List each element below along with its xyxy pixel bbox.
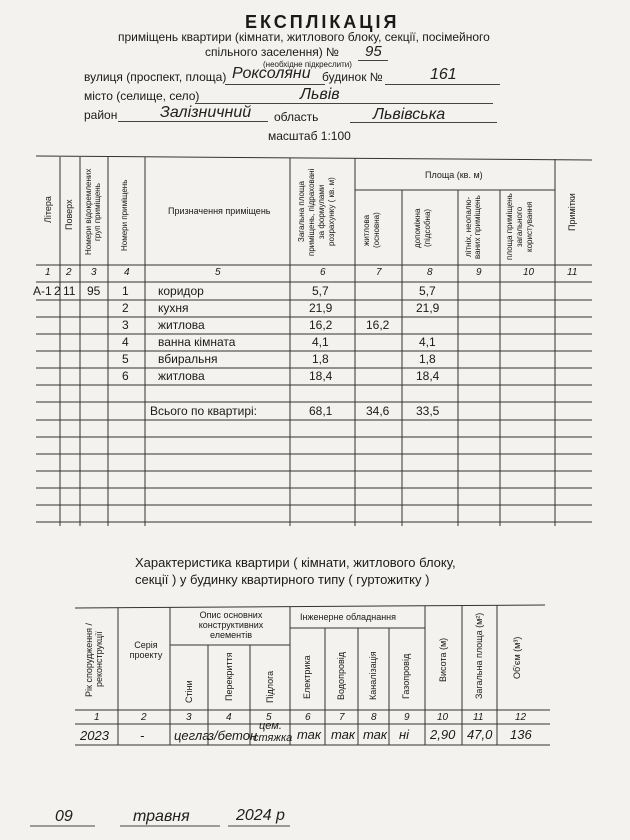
col-summer-header: літніх, неопалю-ваних приміщень [464, 195, 482, 259]
cell-room-no: 5 [122, 352, 129, 366]
col-number: 12 [515, 712, 527, 723]
col-number: 7 [339, 712, 345, 723]
cell-year: 2023 [80, 728, 109, 743]
date-year: 2024 р [236, 807, 285, 824]
col-series-header: Серія проекту [129, 640, 163, 660]
cell-gas: ні [399, 727, 410, 742]
characteristic-line-2: секції ) у будинку квартирного типу ( гуртожитку ) [135, 572, 430, 587]
cell-electric: так [297, 727, 322, 742]
col-sewer-header: Каналізація [368, 651, 378, 701]
col-purpose-header: Призначення приміщень [168, 206, 271, 216]
district-label: район [84, 108, 118, 122]
cell-total: 18,4 [309, 369, 333, 383]
col-floors-header: Підлога [265, 670, 275, 704]
date-month: травня [133, 808, 190, 825]
col-water-header: Водопровід [336, 652, 346, 700]
cell-total: 4,1 [312, 335, 329, 349]
col-aux-header: допоміжна (підсобна) [413, 208, 432, 248]
col-total-area-header: Загальна площа приміщень, підраховані за формулами розрахунку ( кв. м) [297, 168, 336, 256]
cell-water: так [331, 727, 356, 742]
col-litera-header: Літера [43, 196, 53, 224]
cell-purpose: ванна кімната [158, 335, 236, 349]
col-number: 1 [45, 267, 51, 278]
cell-room-no: 4 [122, 335, 129, 349]
cell-purpose: вбиральня [158, 352, 218, 366]
district-value: Залізничний [160, 104, 252, 121]
col-gas-header: Газопровід [401, 653, 411, 699]
cell-area: 47,0 [467, 727, 493, 742]
col-number: 5 [266, 712, 272, 723]
col-number: 9 [476, 267, 482, 278]
underline-note: (необхідне підкреслити) [263, 60, 352, 69]
cell-group: 95 [87, 284, 101, 298]
col-number: 7 [376, 267, 382, 278]
col-area-header: Загальна площа (м²) [474, 612, 484, 700]
cell-total: 21,9 [309, 301, 333, 315]
cell-volume: 136 [510, 727, 532, 742]
cell-total: 1,8 [312, 352, 329, 366]
document-title: ЕКСПЛІКАЦІЯ [245, 12, 400, 32]
col-engineering-header: Інженерне обладнання [300, 612, 397, 622]
col-room-no-header: Номери приміщень [120, 179, 129, 251]
col-volume-header: Об'єм (м³) [512, 636, 522, 680]
cell-floors-a: цем. [259, 720, 282, 732]
house-label: будинок № [322, 70, 383, 84]
cell-room-no: 1 [122, 284, 129, 298]
city-value: Львів [300, 86, 340, 103]
cell-purpose: житлова [158, 318, 205, 332]
col-number: 2 [141, 712, 147, 723]
cell-aux: 4,1 [419, 335, 436, 349]
col-notes-header: Примітки [567, 193, 577, 232]
col-number: 5 [215, 267, 221, 278]
col-number: 8 [371, 712, 377, 723]
col-number: 3 [186, 712, 192, 723]
col-number: 1 [94, 712, 100, 723]
cell-aux: 18,4 [416, 369, 440, 383]
cell-series: - [140, 728, 145, 743]
cell-room-no: 3 [122, 318, 129, 332]
house-value: 161 [430, 66, 457, 83]
cell-room-no: 2 [122, 301, 129, 315]
col-number: 11 [473, 712, 484, 723]
col-number: 10 [437, 712, 449, 723]
col-height-header: Висота (м) [438, 637, 448, 683]
col-ceiling-header: Перекриття [224, 652, 234, 702]
cell-ceiling: з/бетон [208, 728, 258, 743]
col-number: 6 [320, 267, 326, 278]
region-label: область [274, 110, 319, 124]
col-number: 2 [66, 267, 72, 278]
col-number: 4 [124, 267, 130, 278]
cell-floor: 11 [63, 284, 76, 298]
cell-litera: А-1 [33, 284, 52, 298]
col-number: 6 [305, 712, 311, 723]
cell-aux: 21,9 [416, 301, 440, 315]
cell-aux: 1,8 [419, 352, 436, 366]
col-walls-header: Стіни [184, 680, 194, 704]
header-line-2: спільного заселення) № [205, 45, 339, 59]
col-group-header: Номери відокремлених груп приміщень [84, 168, 102, 256]
col-common-header: площа приміщень загального користування [505, 193, 534, 261]
header-line-1: приміщень квартири (кімнати, житлового блоку, секції, посімейного [118, 30, 490, 44]
cell-walls: цегла [174, 728, 210, 743]
cell-purpose: коридор [158, 284, 204, 298]
cell-height: 2,90 [430, 727, 456, 742]
region-value: Львівська [373, 106, 446, 123]
col-living-header: житлова (основна) [362, 212, 381, 248]
cell-living: 16,2 [366, 318, 390, 332]
cell-purpose: кухня [158, 301, 189, 315]
street-value: Роксоляни [232, 65, 311, 82]
col-area-group-header: Площа (кв. м) [425, 170, 483, 180]
cell-floor-a: 2 [54, 284, 61, 298]
col-structure-header: Опис основних конструктивних елементів [198, 610, 264, 640]
cell-purpose: житлова [158, 369, 205, 383]
col-number: 10 [523, 267, 535, 278]
cell-total: 16,2 [309, 318, 333, 332]
cell-room-no: 6 [122, 369, 129, 383]
apartment-number: 95 [365, 43, 382, 60]
col-number: 9 [404, 712, 410, 723]
street-label: вулиця (проспект, площа) [84, 70, 227, 84]
col-number: 11 [567, 267, 578, 278]
characteristic-line-1: Характеристика квартири ( кімнати, житлового блоку, [135, 555, 456, 570]
date-day: 09 [55, 808, 73, 825]
col-year-header: Рік спорудження / реконструкції [84, 622, 104, 697]
total-area: 68,1 [309, 404, 333, 418]
col-number: 8 [427, 267, 433, 278]
cell-floors-b: стяжка [253, 732, 293, 744]
total-living: 34,6 [366, 404, 390, 418]
col-number: 3 [91, 267, 97, 278]
city-label: місто (селище, село) [84, 89, 200, 103]
col-electric-header: Електрика [302, 655, 312, 699]
col-floor-header: Поверх [64, 199, 74, 231]
total-aux: 33,5 [416, 404, 440, 418]
col-number: 4 [226, 712, 232, 723]
scale-label: масштаб 1:100 [268, 129, 351, 143]
cell-aux: 5,7 [419, 284, 436, 298]
cell-sewer: так [363, 727, 388, 742]
cell-total: 5,7 [312, 284, 329, 298]
total-label: Всього по квартирі: [150, 404, 258, 418]
